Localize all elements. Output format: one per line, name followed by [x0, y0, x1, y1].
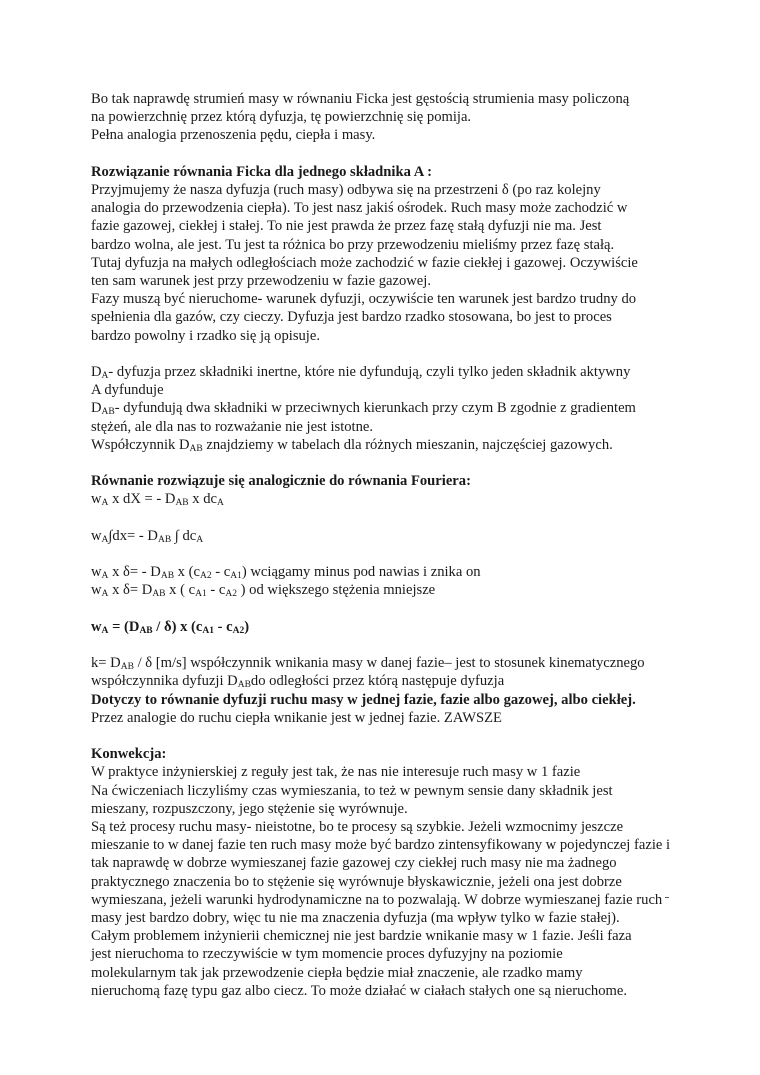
section-heading-fick: Rozwiązanie równania Ficka dla jednego składnika A : [91, 163, 432, 180]
paragraph-line: Na ćwiczeniach liczyliśmy czas wymieszania, to też w pewnym sensie dany składnik jest [91, 782, 613, 799]
paragraph-line: spełnienia dla gazów, czy cieczy. Dyfuzja jest bardzo rzadko stosowana, bo jest to proces [91, 309, 612, 326]
paragraph-line: ten sam warunek jest przy przewodzeniu w fazie gazowej. [91, 273, 431, 290]
paragraph-line: masy jest bardzo dobry, więc tu nie ma znaczenia dyfuzja (ma wpływ tylko w fazie stałej). [91, 910, 620, 927]
paragraph-line: Fazy muszą być nieruchome- warunek dyfuzji, oczywiście ten warunek jest bardzo trudny do [91, 291, 637, 308]
paragraph-line: mieszany, rozpuszczony, jego stężenie się wyrównuje. [91, 800, 408, 817]
section-heading-convection: Konwekcja: [91, 746, 167, 763]
equation-3: $w_A$ x $\delta= - D_{AB}$ x $(c_{A2} - c_{A1})$ wciągamy minus pod nawias i znika on [91, 564, 481, 582]
equation-5: $w_A = (D_{AB} / \delta)$ x $(c_{A1} - c_{A2})$ [91, 618, 250, 636]
paragraph-line: Całym problemem inżynierii chemicznej nie jest bardzie wnikanie masy w 1 fazie. Jeśli faza [91, 928, 632, 945]
paragraph-line: nieruchomą fazę typu gaz albo ciecz. To może działać w ciałach stałych one są nieruchome. [91, 982, 627, 999]
paragraph-line: bardzo powolny i rzadko się ją opisuje. [91, 327, 320, 344]
equation-2: $w_A\int dx= - D_{AB}$ ∫ $dc_A$ [91, 527, 204, 545]
definition-da-cont: A dyfunduje [91, 382, 164, 399]
intro-line: Bo tak naprawdę strumień masy w równaniu Ficka jest gęstością strumienia masy policzoną [91, 91, 630, 107]
k-definition: $k= D_{AB} / \delta$ [m/s] współczynnik wnikania masy w danej fazie– jest to stosunek kinematycznego [91, 655, 645, 673]
paragraph-line: Przyjmujemy że nasza dyfuzja (ruch masy) odbywa się na przestrzeni δ (po raz kolejny [91, 182, 601, 198]
paragraph-line: tak naprawdę w dobrze wymieszanej fazie gazowej czy ciekłej ruch masy nie ma żadnego [91, 855, 617, 872]
stray-mark [665, 897, 669, 898]
paragraph-line: mieszanie to w danej fazie ten ruch masy może być bardzo zintensyfikowany w pojedynczej fazie i [91, 837, 671, 854]
definition-dab: $D_{AB}-$ dyfundują dwa składniki w przeciwnych kierunkach przy czym B zgodnie z gradientem [91, 400, 636, 418]
paragraph-line: bardzo wolna, ale jest. Tu jest ta różnica bo przy przewodzeniu mieliśmy przez fazę stałą. [91, 236, 615, 253]
section-heading-fourier: Równanie rozwiązuje się analogicznie do równania Fouriera: [91, 473, 471, 490]
definition-da: $D_A-$ dyfuzja przez składniki inertne, które nie dyfundują, czyli tylko jeden składnik aktywny [91, 364, 631, 382]
coefficient-line: Współczynnik $D_{AB}$ znajdziemy w tabelach dla różnych mieszanin, najczęściej gazowych. [91, 436, 613, 454]
intro-line: Pełna analogia przenoszenia pędu, ciepła i masy. [91, 127, 376, 144]
note-line: Przez analogie do ruchu ciepła wnikanie jest w jednej fazie. ZAWSZE [91, 709, 502, 726]
paragraph-line: praktycznego znaczenia bo to stężenie się wyrównuje błyskawicznie, jeżeli ona jest dobrze [91, 873, 622, 890]
paragraph-line: Tutaj dyfuzja na małych odległościach może zachodzić w fazie ciekłej i gazowej. Oczywiście [91, 254, 638, 271]
intro-line: na powierzchnię przez którą dyfuzja, tę powierzchnię się pomija. [91, 109, 472, 126]
k-definition-cont: współczynnika dyfuzji $D_{AB}do$ odległości przez którą następuje dyfuzja [91, 673, 505, 691]
paragraph-line: jest nieruchoma to rzeczywiście w tym momencie proces dyfuzyjny na poziomie [91, 946, 563, 963]
paragraph-line: molekularnym tak jak przewodzenie ciepła będzie miał znaczenie, ale rzadko mamy [91, 964, 583, 981]
equation-4: $w_A$ x $\delta= D_{AB}$ x ( $c_{A1} - c_{A2}$ ) od większego stężenia mniejsze [91, 582, 436, 600]
paragraph-line: fazie gazowej, ciekłej i stałej. To nie jest prawda że przez fazę stałą dyfuzji nie ma. Jest [91, 218, 602, 235]
paragraph-line: analogia do przewodzenia ciepła). To jest nasz jakiś ośrodek. Ruch masy może zachodzić w [91, 200, 628, 217]
paragraph-line: Są też procesy ruchu masy- nieistotne, bo te procesy są szybkie. Jeżeli wzmocnimy jeszcze [91, 819, 624, 835]
bold-note: Dotyczy to równanie dyfuzji ruchu masy w jednej fazie, fazie albo gazowej, albo ciekłej. [91, 691, 636, 708]
definition-dab-cont: stężeń, ale dla nas to rozważanie nie jest istotne. [91, 418, 374, 435]
equation-1: $w_A$ x dX = - $D_{AB}$ x $dc_A$ [91, 491, 224, 509]
paragraph-line: wymieszana, jeżeli warunki hydrodynamiczne na to pozwalają. W dobrze wymieszanej fazie ruch [91, 891, 663, 908]
document-body [91, 90, 703, 1000]
paragraph-line: W praktyce inżynierskiej z reguły jest tak, że nas nie interesuje ruch masy w 1 fazie [91, 764, 581, 781]
